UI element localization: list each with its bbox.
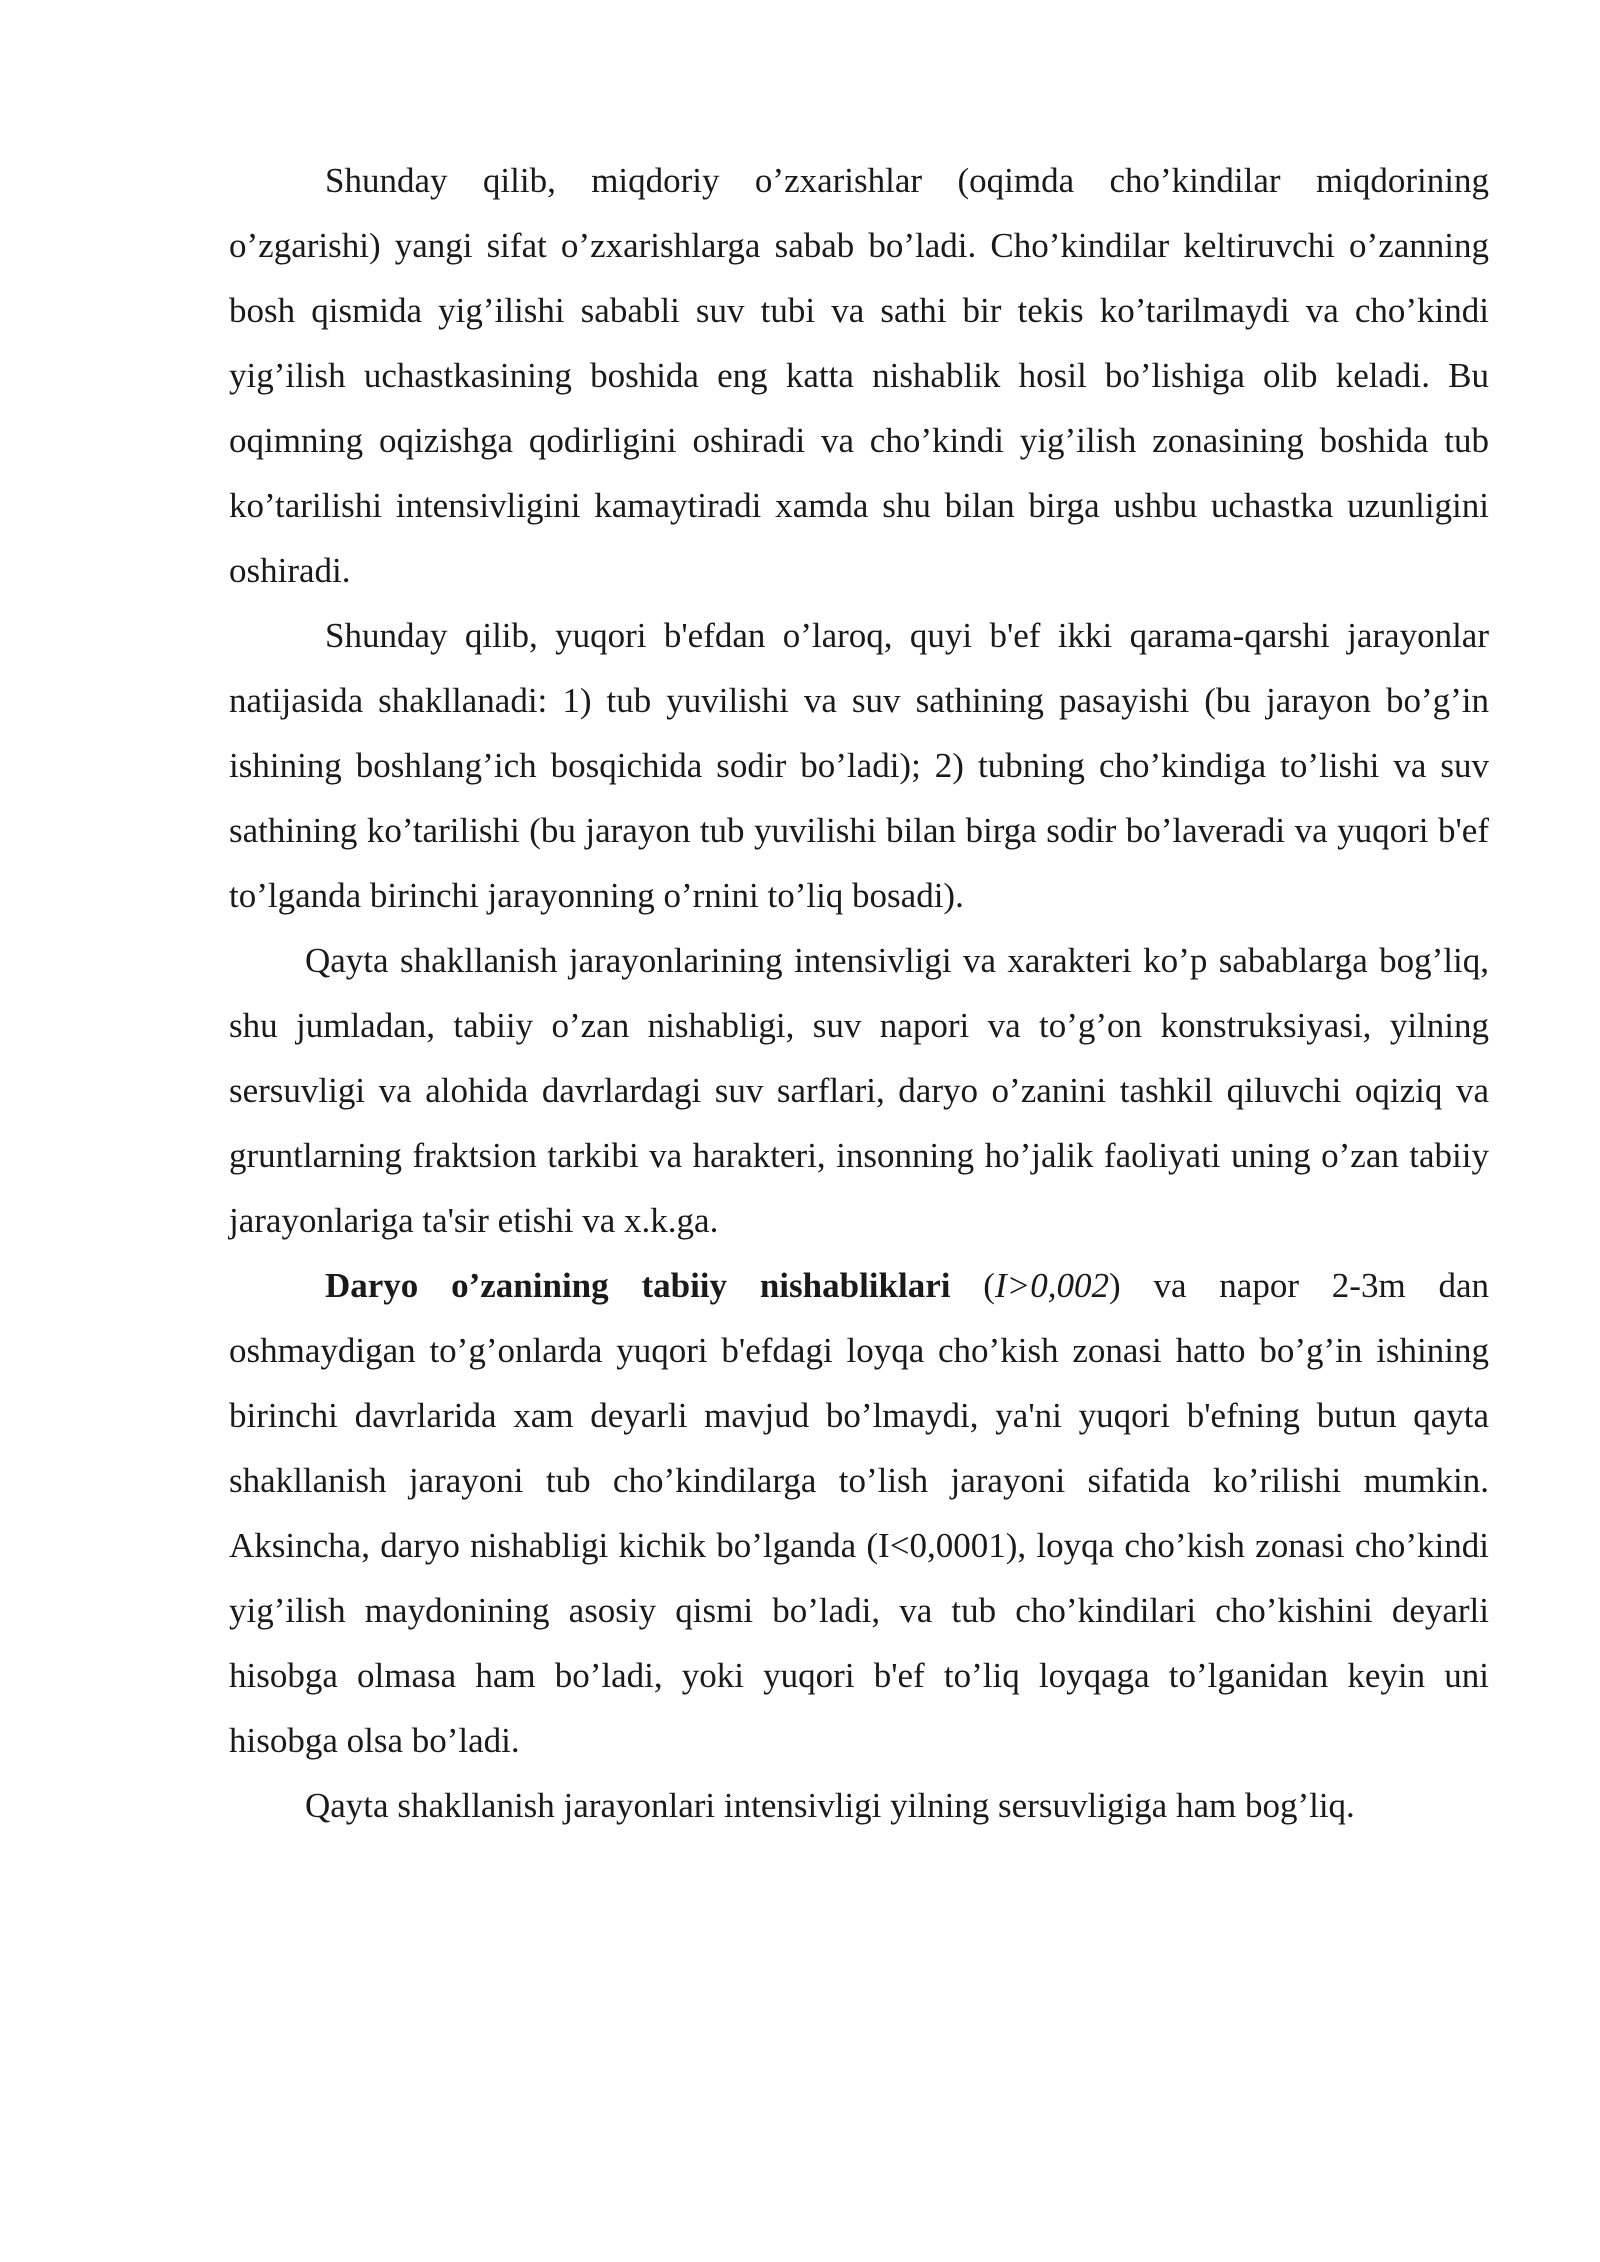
paragraph-3	[229, 928, 1489, 1253]
paragraph-4-text: ) va napor 2-3m dan oshmaydigan to’g’onlarda yuqori b'efdagi loyqa cho’kish zonasi hatto bo’g’in ishining birinchi davrlarida xam deyarli mavjud bo’lmaydi, ya'ni yuqori b'efning butun qayta shakllanish jarayoni tub cho’kindilarga to’lish jarayoni sifatida ko’rilishi mumkin. Aksincha, daryo nishabligi kichik bo’lganda (I<0,0001), loyqa cho’kish zonasi cho’kindi yig’ilish maydonining asosiy qismi bo’ladi, va tub cho’kindilari cho’kishini deyarli hisobga olmasa ham bo’ladi, yoki yuqori b'ef to’liq loyqaga to’lganidan keyin uni hisobga olsa bo’ladi.	[229, 1266, 1490, 1760]
paragraph-1	[229, 148, 1489, 603]
paragraph-5	[229, 1773, 1489, 1838]
paragraph-5-text: Qayta shakllanish jarayonlari intensivligi yilning sersuvligiga ham bog’liq.	[305, 1786, 1355, 1825]
paragraph-4	[229, 1253, 1489, 1773]
paragraph-2-text: Shunday qilib, yuqori b'efdan o’laroq, quyi b'ef ikki qarama-qarshi jarayonlar natijasida shakllanadi: 1) tub yuvilishi va suv sathining pasayishi (bu jarayon bo’g’in ishining boshlang’ich bosqichida sodir bo’ladi); 2) tubning cho’kindiga to’lishi va suv sathining ko’tarilishi (bu jarayon tub yuvilishi bilan birga sodir bo’laveradi va yuqori b'ef to’lganda birinchi jarayonning o’rnini to’liq bosadi).	[229, 616, 1489, 915]
document-body	[229, 148, 1489, 1838]
paragraph-4-open-paren: (	[950, 1266, 995, 1305]
paragraph-2	[229, 603, 1489, 928]
paragraph-3-text: Qayta shakllanish jarayonlarining intensivligi va xarakteri ko’p sabablarga bog’liq, shu jumladan, tabiiy o’zan nishabligi, suv napori va to’g’on konstruksiyasi, yilning sersuvligi va alohida davrlardagi suv sarflari, daryo o’zanini tashkil qiluvchi oqiziq va gruntlarning fraktsion tarkibi va harakteri, insonning ho’jalik faoliyati uning o’zan tabiiy jarayonlariga ta'sir etishi va x.k.ga.	[229, 941, 1489, 1240]
paragraph-1-text: Shunday qilib, miqdoriy o’zxarishlar (oqimda cho’kindilar miqdorining o’zgarishi) yangi sifat o’zxarishlarga sabab bo’ladi. Cho’kindilar keltiruvchi o’zanning bosh qismida yig’ilishi sababli suv tubi va sathi bir tekis ko’tarilmaydi va cho’kindi yig’ilish uchastkasining boshida eng katta nishablik hosil bo’lishiga olib keladi. Bu oqimning oqizishga qodirligini oshiradi va cho’kindi yig’ilish zonasining boshida tub ko’tarilishi intensivligini kamaytiradi xamda shu bilan birga ushbu uchastka uzunligini oshiradi.	[229, 161, 1489, 590]
paragraph-4-bold-term: Daryo o’zanining tabiiy nishabliklari	[325, 1266, 951, 1305]
paragraph-4-italic-formula: I>0,002	[994, 1266, 1109, 1305]
